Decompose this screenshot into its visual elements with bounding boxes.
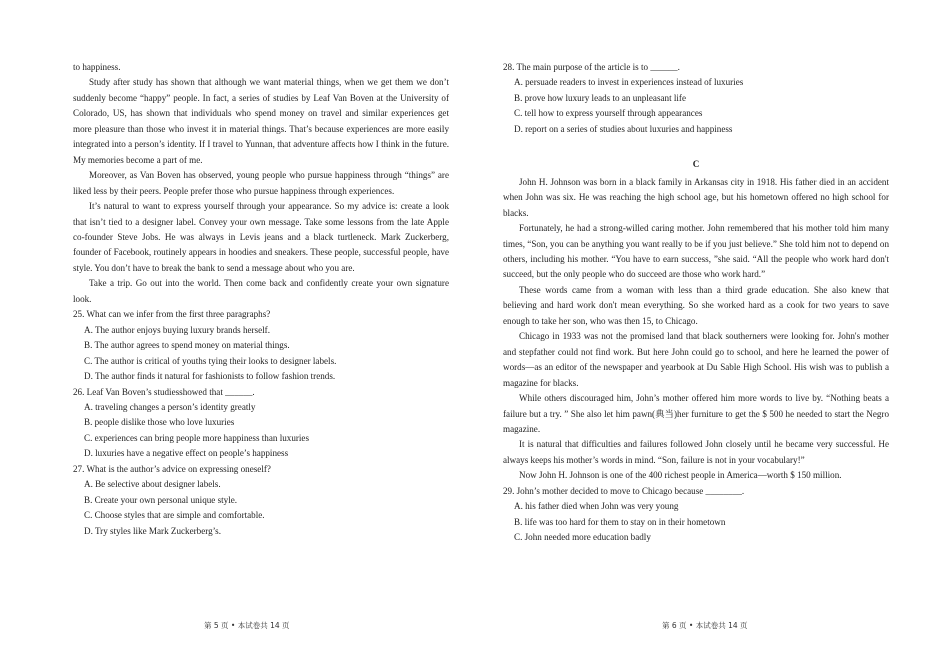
answer-option[interactable]: B. The author agrees to spend money on material things.	[84, 340, 290, 351]
answer-option[interactable]: A. traveling changes a person’s identity greatly	[84, 401, 256, 412]
answer-option[interactable]: C. John needed more education badly	[514, 532, 651, 543]
passage-paragraph: Now John H. Johnson is one of the 400 richest people in America—worth $ 150 million.	[519, 470, 842, 481]
answer-option[interactable]: D. report on a series of studies about luxuries and happiness	[514, 123, 733, 134]
answer-option[interactable]: D. The author finds it natural for fashionists to follow fashion trends.	[84, 371, 336, 382]
answer-option[interactable]: B. life was too hard for them to stay on in their hometown	[514, 516, 726, 527]
answer-option[interactable]: B. prove how luxury leads to an unpleasant life	[514, 92, 686, 103]
question-stem: 25. What can we infer from the first three paragraphs?	[73, 309, 271, 320]
passage-paragraph: It is natural that difficulties and failures followed John closely until he became very successful. He always keeps his mother’s words in mind. “Son, failure is not in your vocabulary!”	[503, 439, 889, 465]
right-passage	[503, 175, 889, 484]
passage-paragraph: It’s natural to want to express yourself through your appearance. So my advice is: create a look that isn’t tied to a designer label. Convey your own message. Take some lessons from the late Apple co-founder Steve Jobs. He was always in Levis jeans and a black turtleneck. Mark Zuckerberg, founder of Facebook, routinely appears in hoodies and sneakers. These people, successful people, have style. You don’t have to break the bank to send a message about who you are.	[73, 201, 449, 273]
answer-option[interactable]: C. The author is critical of youths tying their looks to designer labels.	[84, 355, 337, 366]
question-29	[503, 484, 889, 546]
question-27	[73, 462, 449, 539]
question-stem: 29. John’s mother decided to move to Chicago because ________.	[503, 485, 745, 496]
answer-option[interactable]: A. Be selective about designer labels.	[84, 479, 221, 490]
passage-paragraph: Moreover, as Van Boven has observed, young people who pursue happiness through “things” are liked less by their peers. People prefer those who pursue happiness through experiences.	[73, 170, 449, 196]
passage-paragraph: Take a trip. Go out into the world. Then come back and confidently create your own signature look.	[73, 278, 449, 304]
answer-option[interactable]: D. Try styles like Mark Zuckerberg’s.	[84, 525, 221, 536]
passage-paragraph: to happiness.	[73, 62, 121, 72]
answer-option[interactable]: A. persuade readers to invest in experiences instead of luxuries	[514, 77, 744, 88]
answer-option[interactable]: B. people dislike those who love luxuries	[84, 417, 235, 428]
question-26	[73, 385, 449, 462]
answer-option[interactable]: B. Create your own personal unique style.	[84, 494, 238, 505]
left-passage	[73, 60, 449, 307]
passage-paragraph: Fortunately, he had a strong-willed caring mother. John remembered that his mother told him many times, “Son, you can be anything you want really to be if you just believe.” She told him not to depend on others, including his mother. “You have to earn success, ”she said. “All the people who work hard don't succeed, but the only people who do succeed are those who work hard.”	[503, 223, 889, 280]
answer-option[interactable]: C. tell how to express yourself through appearances	[514, 108, 703, 119]
left-column	[73, 60, 449, 539]
question-25	[73, 307, 449, 384]
passage-paragraph: Study after study has shown that although we want material things, when we get them we don’t suddenly become “happy” people. In fact, a series of studies by Leaf Van Boven at the University of Colorado, US, has shown that individuals who spend money on travel and similar experiences get more pleasure than those who invest it in material things. That’s because experiences are more easily integrated into a person’s identity. If I travel to Yunnan, that adventure affects how I think in the future. My memories become a part of me.	[73, 77, 449, 165]
page-footer-left: 第 5 页 • 本试卷共 14 页	[204, 621, 290, 630]
passage-paragraph: While others discouraged him, John’s mother offered him more words to live by. “Nothing beats a failure but a try. ” She also let him pawn(典当)her furniture to get the $ 500 he needed to start the Negro magazine.	[503, 393, 889, 434]
answer-option[interactable]: D. luxuries have a negative effect on people’s happiness	[84, 448, 289, 459]
question-28	[503, 60, 889, 137]
page-footer-right: 第 6 页 • 本试卷共 14 页	[662, 621, 748, 630]
answer-option[interactable]: A. The author enjoys buying luxury brands herself.	[84, 324, 270, 335]
right-column	[503, 60, 889, 546]
passage-paragraph: These words came from a woman with less than a third grade education. She also knew that believing and hard work don't mean everything. So she worked hard as a cook for two years to save enough to take her son, who was then 15, to Chicago.	[503, 284, 889, 326]
question-stem: 27. What is the author’s advice on expressing oneself?	[73, 463, 271, 474]
passage-paragraph: Chicago in 1933 was not the promised land that black southerners were looking for. John's mother and stepfather could not find work. But here John could go to school, and here he learned the power of words—as an editor of the newspaper and yearbook at Du Sable High School. His wish was to publish a magazine for blacks.	[503, 331, 889, 388]
answer-option[interactable]: A. his father died when John was very young	[514, 501, 679, 512]
answer-option[interactable]: C. Choose styles that are simple and comfortable.	[84, 510, 265, 521]
answer-option[interactable]: C. experiences can bring people more happiness than luxuries	[84, 432, 309, 443]
passage-paragraph: John H. Johnson was born in a black family in Arkansas city in 1918. His father died in an accident when John was six. He was reaching the high school age, but his hometown offered no high school for blacks.	[503, 176, 889, 218]
question-stem: 28. The main purpose of the article is to ______.	[503, 62, 680, 72]
question-stem: 26. Leaf Van Boven’s studiesshowed that ______.	[73, 386, 255, 397]
section-title: C	[692, 159, 700, 170]
